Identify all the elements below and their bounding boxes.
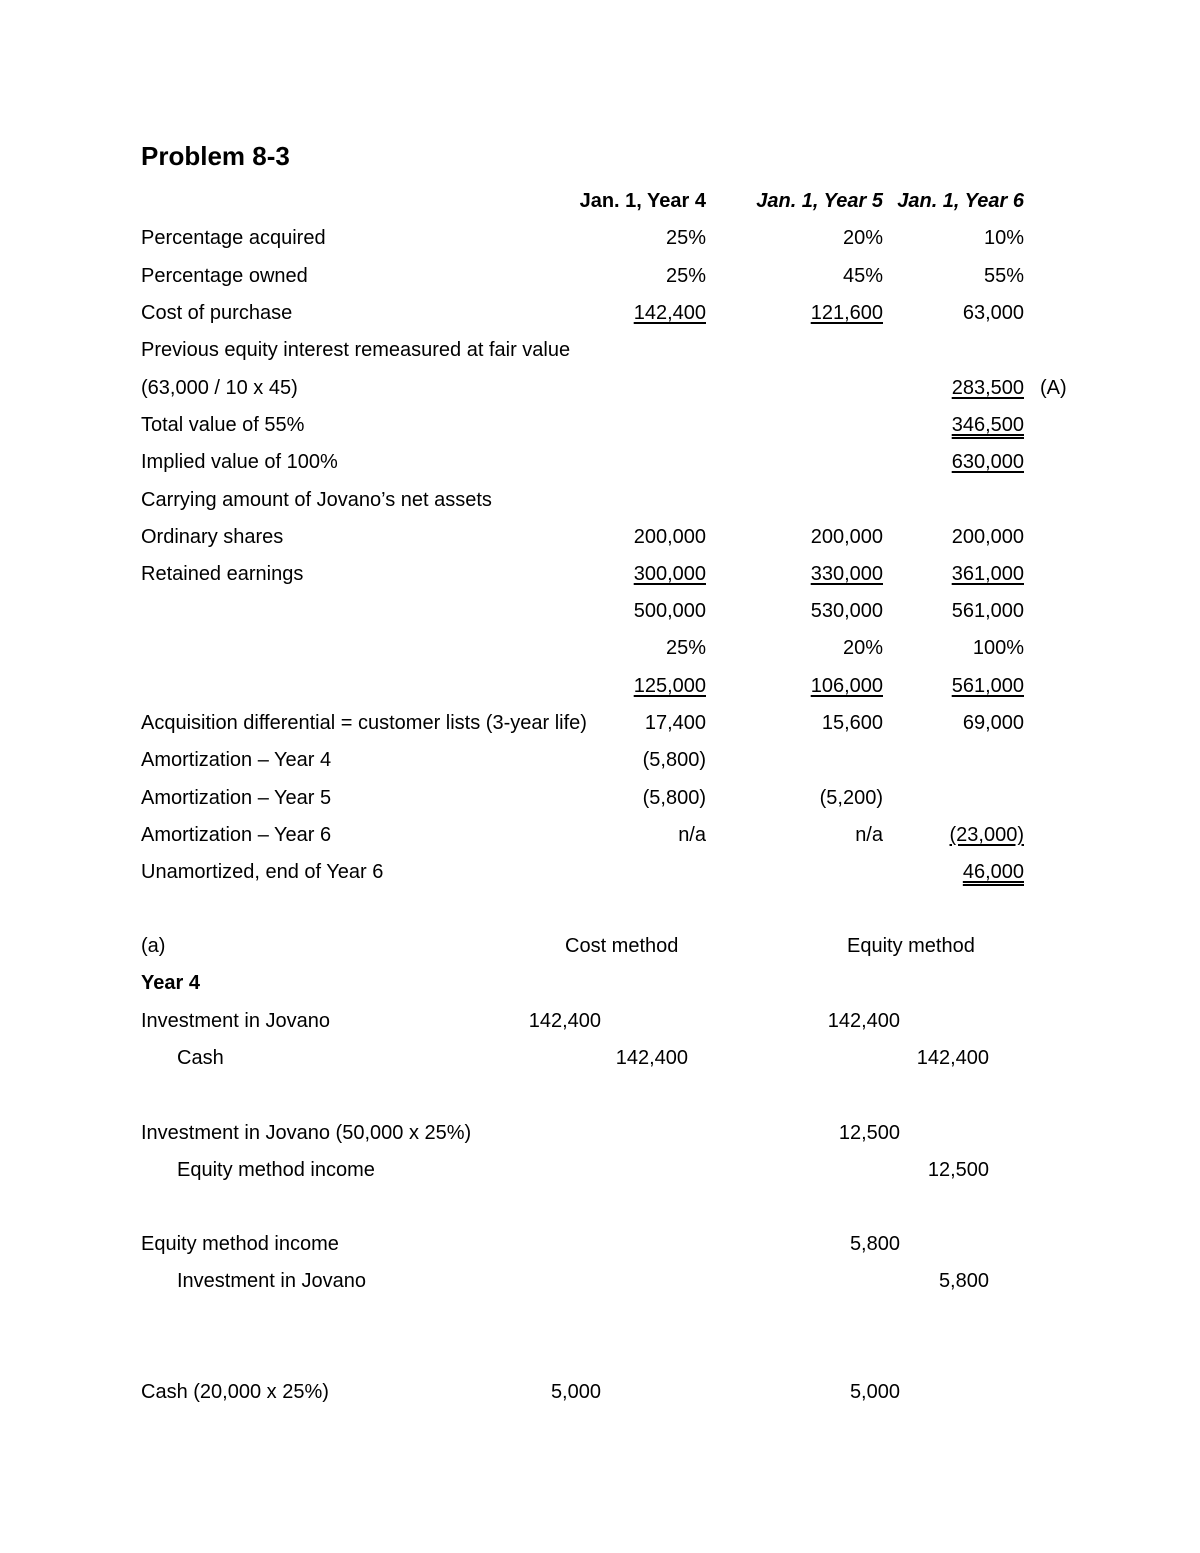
row-percentage [0, 633, 1200, 663]
value-year5: 15,600 [821, 712, 883, 734]
row-ordinary-shares [0, 522, 1200, 552]
value-year4: 300,000 [633, 563, 706, 585]
row-label: Percentage acquired [141, 227, 326, 249]
journal-entry-debit [0, 1229, 1200, 1259]
row-total-value [0, 410, 1200, 440]
value-year5: 330,000 [810, 563, 883, 585]
value-year4: 25% [665, 265, 706, 287]
equity-method-heading: Equity method [847, 935, 975, 957]
row-carrying-amount [0, 485, 1200, 515]
debit-account: Investment in Jovano [141, 1010, 330, 1032]
value-year4: 142,400 [633, 302, 706, 324]
value-year6: 346,500 [951, 414, 1024, 436]
journal-entry-credit [0, 1155, 1200, 1185]
journal-year-row [0, 968, 1200, 998]
row-net-assets-subtotal [0, 596, 1200, 626]
note-marker: (A) [1040, 377, 1067, 399]
value-year5: 20% [842, 227, 883, 249]
credit-account: Cash [177, 1047, 224, 1069]
value-year5: 20% [842, 637, 883, 659]
row-label: Previous equity interest remeasured at fair value [141, 339, 571, 361]
value-year6: 200,000 [951, 526, 1024, 548]
journal-entry-debit [0, 1006, 1200, 1036]
value-year5: 530,000 [810, 600, 883, 622]
year-heading: Year 4 [141, 972, 200, 994]
row-label: Total value of 55% [141, 414, 305, 436]
row-label: Carrying amount of Jovano’s net assets [141, 489, 492, 511]
header-year6: Jan. 1, Year 6 [897, 190, 1024, 212]
journal-entry-debit [0, 1377, 1200, 1407]
equity-credit: 142,400 [916, 1047, 989, 1069]
header-year4: Jan. 1, Year 4 [579, 190, 706, 212]
part-label: (a) [141, 935, 166, 957]
header-year5: Jan. 1, Year 5 [756, 190, 883, 212]
equity-debit: 142,400 [827, 1010, 900, 1032]
row-amortization-year4 [0, 745, 1200, 775]
value-year6: (23,000) [949, 824, 1024, 846]
column-header-row [0, 186, 1200, 216]
row-label: Percentage owned [141, 265, 308, 287]
row-label: Cost of purchase [141, 302, 293, 324]
value-year4: 125,000 [633, 675, 706, 697]
row-percentage-acquired [0, 223, 1200, 253]
journal-entry-debit [0, 1118, 1200, 1148]
row-share-of-net-assets [0, 671, 1200, 701]
row-cost-of-purchase [0, 298, 1200, 328]
row-unamortized [0, 857, 1200, 887]
value-year6: 46,000 [962, 861, 1024, 883]
row-label: Acquisition differential = customer lists (3-year life) [141, 712, 587, 734]
equity-debit: 5,000 [849, 1381, 900, 1403]
value-year4: 200,000 [633, 526, 706, 548]
value-year6: 69,000 [962, 712, 1024, 734]
row-acquisition-differential [0, 708, 1200, 738]
debit-account: Investment in Jovano (50,000 x 25%) [141, 1122, 472, 1144]
cost-debit: 142,400 [528, 1010, 601, 1032]
value-year5: 106,000 [810, 675, 883, 697]
value-year4: 25% [665, 227, 706, 249]
value-year6: 10% [983, 227, 1024, 249]
row-label: Amortization – Year 6 [141, 824, 332, 846]
row-label: (63,000 / 10 x 45) [141, 377, 298, 399]
cost-credit: 142,400 [615, 1047, 688, 1069]
value-year5: 200,000 [810, 526, 883, 548]
debit-account: Cash (20,000 x 25%) [141, 1381, 329, 1403]
value-year5: n/a [855, 824, 883, 846]
value-year6: 283,500 [951, 377, 1024, 399]
value-year4: n/a [678, 824, 706, 846]
row-label: Retained earnings [141, 563, 304, 585]
value-year6: 361,000 [951, 563, 1024, 585]
cost-debit: 5,000 [550, 1381, 601, 1403]
value-year4: 17,400 [644, 712, 706, 734]
value-year6: 55% [983, 265, 1024, 287]
credit-account: Equity method income [177, 1159, 375, 1181]
cost-method-heading: Cost method [565, 935, 679, 957]
row-amortization-year6 [0, 820, 1200, 850]
journal-header-row [0, 931, 1200, 961]
value-year6: 561,000 [951, 675, 1024, 697]
row-label: Unamortized, end of Year 6 [141, 861, 384, 883]
equity-credit: 5,800 [938, 1270, 989, 1292]
row-label: Implied value of 100% [141, 451, 338, 473]
value-year6: 561,000 [951, 600, 1024, 622]
row-label: Ordinary shares [141, 526, 284, 548]
journal-entry-credit [0, 1043, 1200, 1073]
row-implied-value [0, 447, 1200, 477]
row-retained-earnings [0, 559, 1200, 589]
value-year4: (5,800) [642, 749, 706, 771]
row-percentage-owned [0, 261, 1200, 291]
debit-account: Equity method income [141, 1233, 339, 1255]
journal-entry-credit [0, 1266, 1200, 1296]
value-year6: 100% [972, 637, 1024, 659]
problem-title: Problem 8-3 [141, 141, 290, 171]
equity-debit: 5,800 [849, 1233, 900, 1255]
row-previous-equity [0, 335, 1200, 365]
row-label: Amortization – Year 5 [141, 787, 332, 809]
equity-credit: 12,500 [927, 1159, 989, 1181]
value-year6: 63,000 [962, 302, 1024, 324]
value-year5: 45% [842, 265, 883, 287]
value-year6: 630,000 [951, 451, 1024, 473]
value-year4: 25% [665, 637, 706, 659]
equity-debit: 12,500 [838, 1122, 900, 1144]
row-label: Amortization – Year 4 [141, 749, 332, 771]
credit-account: Investment in Jovano [177, 1270, 366, 1292]
value-year5: (5,200) [819, 787, 883, 809]
value-year5: 121,600 [810, 302, 883, 324]
row-amortization-year5 [0, 783, 1200, 813]
value-year4: (5,800) [642, 787, 706, 809]
value-year4: 500,000 [633, 600, 706, 622]
row-fair-value-calc [0, 373, 1200, 403]
